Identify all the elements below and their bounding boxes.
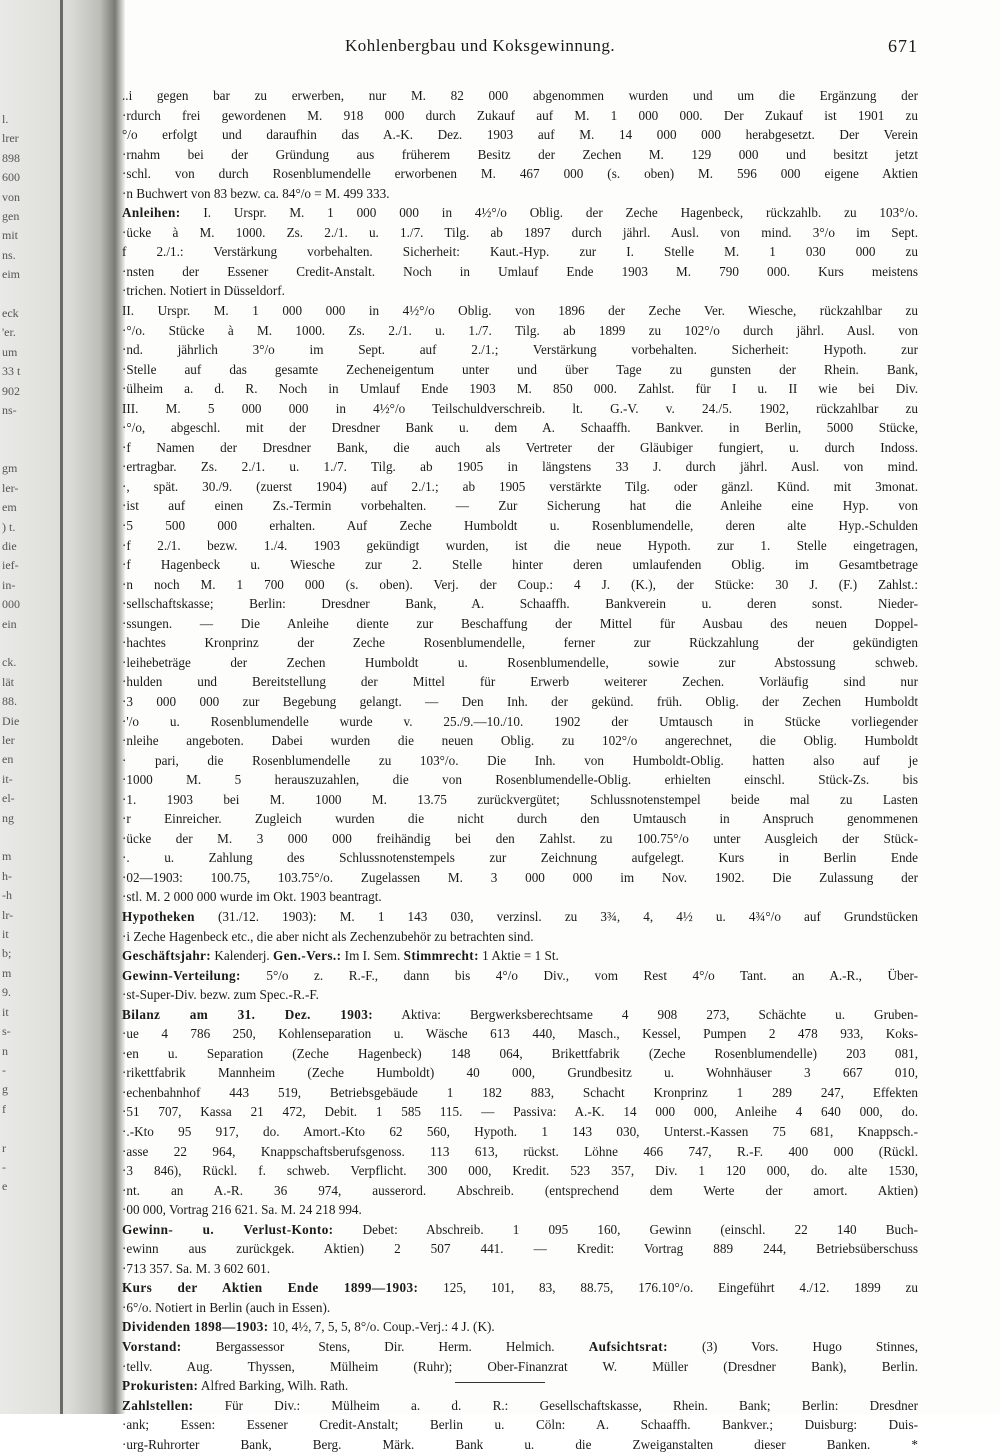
line-text: ·00 000, Vortrag 216 621. Sa. M. 24 218 994.: [122, 1202, 362, 1218]
line-text: ·02—1903: 100.75, 103.75°/o. Zugelassen M. 3 000 000 im Nov. 1902. Die Zulassung der: [122, 869, 918, 885]
line-text: ·schl. von durch Rosenblumendelle erworbenen M. 467 000 (s. oben) M. 596 000 eigene Aktien: [122, 166, 918, 182]
line-text: ·.-Kto 95 917, do. Amort.-Kto 62 560, Hypoth. 1 143 030, Unterst.-Kassen 75 681, Knappsch.-: [122, 1123, 918, 1139]
text-line: [122, 1200, 918, 1220]
bleed-fragment: ns-: [2, 403, 17, 418]
bleed-fragment: Die: [2, 713, 20, 728]
line-text: ·echenbahnhof 443 519, Betriebsgebäude 1 182 883, Schacht Kronprinz 1 289 247, Effekten: [122, 1084, 918, 1100]
line-text: Bergassessor Stens, Dir. Herm. Helmich.: [181, 1339, 589, 1354]
bleed-fragment: s-: [2, 1024, 11, 1039]
line-text: II. Urspr. M. 1 000 000 in 4½°/o Oblig. von 1896 der Zeche Ver. Wiesche, rückzahlbar zu: [122, 303, 918, 319]
bleed-fragment: eck: [2, 306, 19, 321]
bleed-fragment: 33 t: [2, 364, 21, 379]
bleed-fragment: 902: [2, 383, 20, 398]
bleed-fragment: lrer: [2, 131, 19, 146]
line-text: °/o erfolgt und daraufhin das A.-K. Dez. 1903 auf M. 14 000 000 herabgesetzt. Der Verein: [122, 127, 918, 143]
line-text: ·n noch M. 1 700 000 (s. oben). Verj. der Coup.: 4 J. (K.), der Stücke: 30 J. (F.) Zahlst.:: [122, 576, 918, 592]
text-line: [122, 340, 918, 360]
line-text: ·rikettfabrik Mannheim (Zeche Humboldt) 40 000, Grundbesitz u. Wohnhäuser 3 667 010,: [122, 1065, 918, 1081]
line-text: ·en u. Separation (Zeche Hagenbeck) 148 064, Brikettfabrik (Zeche Rosenblumendelle) 203 081,: [122, 1045, 918, 1061]
line-text: Alfred Barking, Wilh. Rath.: [198, 1378, 349, 1394]
line-text: ·n Buchwert von 83 bezw. ca. 84°/o = M. 499 333.: [122, 185, 390, 201]
line-text: ·sellschaftskasse; Berlin: Dresdner Bank, A. Schaaffh. Bankverein u. deren sonst. Nieder-: [122, 596, 918, 612]
line-text: ·°/o. Stücke à M. 1000. Zs. 2./1. u. 1./7. Tilg. ab 1899 zu 102°/o durch jährl. Ausl. von: [122, 322, 918, 338]
line-text: 125, 101, 83, 88.75, 176.10°/o. Eingeführt 4./12. 1899 zu: [418, 1280, 918, 1296]
line-text: ·1000 M. 5 herauszuzahlen, die von Rosenblumendelle-Oblig. erhielten einschl. Stück-Zs. bis: [122, 772, 918, 788]
bleed-fragment: f: [2, 1101, 6, 1116]
bleed-fragment: in-: [2, 577, 16, 592]
section-heading: Vorstand:: [122, 1339, 182, 1354]
text-line: [122, 145, 918, 165]
text-line: [122, 496, 918, 516]
text-line: [122, 692, 918, 712]
bleed-fragment: 88.: [2, 694, 17, 709]
section-heading: Prokuristen:: [122, 1378, 199, 1394]
line-text: ·tellv. Aug. Thyssen, Mülheim (Ruhr); Ober-Finanzrat W. Müller (Dresdner Bank), Berlin.: [122, 1358, 918, 1374]
text-line: [122, 1298, 918, 1318]
line-text: ·f Namen der Dresdner Bank, die auch als Vertreter der Gläubiger fungiert, u. durch Indoss.: [122, 439, 918, 455]
bleed-fragment: [2, 634, 42, 653]
section-heading: Bilanz am 31. Dez. 1903:: [122, 1006, 374, 1022]
bleed-fragment: [2, 421, 42, 440]
line-text: ·, spät. 30./9. (zuerst 1904) auf 2./1.; ab 1905 verstärkte Tilg. oder gänzl. Künd. mit 3monat.: [122, 478, 918, 494]
text-line: [122, 1317, 918, 1337]
text-line: [122, 1376, 918, 1396]
bleed-fragment: g: [2, 1082, 8, 1097]
text-line: [122, 868, 918, 888]
section-heading: Gewinn-Verteilung:: [122, 967, 241, 983]
bleed-fragment: mit: [2, 228, 19, 243]
text-line: [122, 516, 918, 536]
text-line: [122, 125, 918, 145]
line-text: ·leihebeträge der Zechen Humboldt u. Rosenblumendelle, sowie zur Abstossung schweb.: [122, 654, 918, 670]
line-text: ·nd. jährlich 3°/o im Sept. auf 2./1.; Verstärkung vorbehalten. Sicherheit: Hypoth. zur: [122, 342, 918, 358]
bleed-fragment: it: [2, 927, 9, 942]
line-text: Kalenderj.: [211, 948, 273, 964]
line-text: ·ülheim a. d. R. Noch in Umlauf Ende 1903 M. 850 000. Zahlst. für I u. II wie bei Div.: [122, 381, 918, 397]
bleed-fragment: [2, 1119, 42, 1138]
bleed-fragment: ler-: [2, 480, 19, 495]
bleed-fragment: b;: [2, 946, 12, 961]
text-line: [122, 1102, 918, 1122]
page-header: [130, 36, 918, 64]
bleed-fragment: 9.: [2, 985, 11, 1000]
line-text: ·°/o, abgeschl. mit der Dresdner Bank u. dem A. Schaaffh. Bankver. in Berlin, 5000 Stücke,: [122, 420, 918, 436]
bleed-fragment: -: [2, 1159, 6, 1174]
section-heading: Dividenden 1898—1903:: [122, 1319, 269, 1335]
line-text: ·f 2./1. bezw. 1./4. 1903 gekündigt wurden, ist die neue Hypoth. zur 1. Stelle eingetragen,: [122, 537, 918, 553]
bleed-fragment: el-: [2, 791, 15, 806]
line-text: ·f Hagenbeck u. Wiesche zur 2. Stelle hinter deren umlaufenden Oblig. im Gesamtbetrage: [122, 557, 918, 573]
line-text: ·1. 1903 bei M. 1000 M. 13.75 zurückvergütet; Schlussnotenstempel beide mal zu Lasten: [122, 791, 918, 807]
section-heading: Kurs der Aktien Ende 1899—1903:: [122, 1280, 419, 1296]
text-line: [122, 672, 918, 692]
text-line: [122, 770, 918, 790]
bleed-fragment: [2, 828, 42, 847]
page-number: 671: [888, 36, 918, 56]
text-line: [122, 399, 918, 419]
line-text: Debet: Abschreib. 1 095 160, Gewinn (einschl. 22 140 Buch-: [333, 1221, 918, 1237]
text-line: [122, 751, 918, 771]
text-line: [122, 1161, 918, 1181]
bleed-fragment: ler: [2, 733, 15, 747]
line-text: ·rdurch frei gewordenen M. 918 000 durch Zukauf auf M. 1 000 000. Der Zukauf ist 1901 zu: [122, 107, 918, 123]
section-heading: Anleihen:: [122, 205, 181, 221]
bleed-fragment: [2, 440, 42, 459]
running-head: Kohlenbergbau und Koksgewinnung.: [345, 36, 616, 55]
line-text: (31./12. 1903): M. 1 143 030, verzinsl. zu 3¾, 4, 4½ u. 4¾°/o auf Grundstücken: [194, 908, 918, 924]
line-text: 5°/o z. R.-F., dann bis 4°/o Div., vom Rest 4°/o Tant. an A.-R., Über-: [240, 967, 918, 983]
bleed-fragment: ck.: [2, 655, 17, 670]
text-line: [122, 184, 918, 204]
line-text: ·3 846), Rückl. f. schweb. Verpflicht. 300 000, Kredit. 523 357, Div. 1 120 000, do. alte 1530,: [122, 1163, 918, 1179]
bleed-fragment: ein: [2, 616, 17, 631]
text-line: [122, 457, 918, 477]
text-line: [122, 555, 918, 575]
bleed-fragment: eim: [2, 267, 20, 282]
bleed-fragment: m: [2, 965, 12, 980]
bleed-fragment: lr-: [2, 907, 14, 922]
section-heading: Gen.-Vers.:: [273, 948, 342, 964]
bleed-fragment: l.: [2, 112, 9, 126]
line-text: ·stl. M. 2 000 000 wurde im Okt. 1903 beantragt.: [122, 889, 382, 905]
line-text: ·st-Super-Div. bezw. zum Spec.-R.-F.: [122, 987, 319, 1003]
bleed-fragment: h-: [2, 868, 12, 883]
text-line: [122, 1083, 918, 1103]
line-text: · pari, die Rosenblumendelle zu 103°/o. Die Inh. von Humboldt-Oblig. hatten also auf je: [122, 752, 918, 768]
bleed-fragment: r: [2, 1140, 6, 1155]
text-line: [122, 790, 918, 810]
line-text: ·ücke der M. 3 000 000 freihändig bei den Zahlst. zu 100.75°/o unter Ausgleich der Stück-: [122, 830, 918, 846]
text-line: [122, 321, 918, 341]
bleed-fragment: en: [2, 752, 14, 767]
text-line: [122, 966, 918, 986]
text-line: [122, 301, 918, 321]
left-margin-bleed-text: [2, 110, 42, 1197]
line-text: Für Div.: Mülheim a. d. R.: Gesellschaftskasse, Rhein. Bank; Berlin: Dresdner: [193, 1397, 918, 1413]
text-line: [122, 1024, 918, 1044]
line-text: ·5 500 000 erhalten. Auf Zeche Humboldt u. Rosenblumendelle, deren alte Hyp.-Schulden: [122, 518, 918, 534]
text-line: [122, 106, 918, 126]
text-line: [122, 1396, 918, 1416]
line-text: (3) Vors. Hugo Stinnes,: [667, 1339, 918, 1354]
bleed-fragment: 600: [2, 170, 20, 185]
text-line: [122, 1044, 918, 1064]
text-line: [122, 418, 918, 438]
line-text: ·trichen. Notiert in Düsseldorf.: [122, 283, 285, 299]
line-text: ·ewinn aus zurückgek. Aktien) 2 507 441. — Kredit: Vortrag 889 244, Betriebsüberschuss: [122, 1241, 918, 1257]
text-line: [122, 1122, 918, 1142]
text-line: [122, 262, 918, 282]
bleed-fragment: lät: [2, 674, 14, 689]
text-line: [122, 1337, 918, 1357]
text-line: [122, 985, 918, 1005]
line-text: ·asse 22 964, Knappschaftsberufsgenoss. 113 613, rückst. Löhne 466 747, R.-F. 400 000 (Rückl.: [122, 1143, 918, 1159]
bleed-fragment: e: [2, 1179, 8, 1194]
bleed-fragment: n: [2, 1043, 8, 1058]
text-line: [122, 1220, 918, 1240]
text-line: [122, 927, 918, 947]
bleed-fragment: it-: [2, 771, 13, 786]
text-line: [122, 887, 918, 907]
bleed-fragment: gm: [2, 461, 18, 476]
bleed-fragment: 'er.: [2, 325, 16, 340]
bleed-fragment: ng: [2, 810, 14, 825]
text-line: [122, 536, 918, 556]
line-text: Aktiva: Bergwerksberechtsame 4 908 273, Schächte u. Gruben-: [373, 1006, 918, 1022]
bleed-fragment: von: [2, 189, 20, 204]
section-heading: Zahlstellen:: [122, 1397, 194, 1413]
text-line: [122, 1142, 918, 1162]
text-line: [122, 86, 918, 106]
text-line: [122, 438, 918, 458]
text-line: [122, 223, 918, 243]
text-line: [122, 848, 918, 868]
bleed-fragment: ns.: [2, 247, 16, 262]
line-text: ·rnahm bei der Gründung aus früherem Besitz der Zechen M. 129 000 und besitzt jetzt: [122, 146, 918, 162]
line-text: 1 Aktie = 1 St.: [478, 948, 559, 964]
text-line: [122, 1435, 918, 1454]
footer-rule: [455, 1382, 545, 1383]
line-text: ·3 000 000 zur Begebung gelangt. — Den Inh. der gekünd. früh. Oblig. der Zechen Humboldt: [122, 693, 918, 709]
section-heading: Aufsichtsrat:: [588, 1339, 668, 1354]
text-line: [122, 1239, 918, 1259]
line-text: ·ssungen. — Die Anleihe diente zur Beschaffung der Mittel für Ausbau des neuen Doppel-: [122, 615, 918, 631]
line-text: 10, 4½, 7, 5, 5, 8°/o. Coup.-Verj.: 4 J. (K).: [268, 1319, 495, 1335]
text-line: [122, 360, 918, 380]
text-line: [122, 907, 918, 927]
bleed-fragment: [2, 285, 42, 304]
line-text: ·ertragbar. Zs. 2./1. u. 1./7. Tilg. ab 1905 in längstens 33 J. durch jährl. Ausl. von mind.: [122, 459, 918, 475]
text-line: [122, 1357, 918, 1377]
text-line: [122, 203, 918, 223]
text-line: [122, 829, 918, 849]
bleed-fragment: 000: [2, 597, 20, 612]
bleed-fragment: m: [2, 849, 12, 864]
line-text: ·r Einreicher. Zugleich wurden die nicht durch den Umtausch in Anspruch genommenen: [122, 811, 918, 827]
bleed-fragment: ) t.: [2, 519, 16, 534]
body-text: [122, 86, 918, 1454]
spine-fold-line: [60, 0, 63, 1414]
line-text: ·nsten der Essener Credit-Anstalt. Noch in Umlauf Ende 1903 M. 790 000. Kurs meistens: [122, 263, 918, 279]
bleed-fragment: gen: [2, 209, 20, 224]
line-text: ·ist auf einen Zs.-Termin vorbehalten. — Zur Sicherung hat die Anleihe eine Hyp. von: [122, 498, 918, 514]
line-text: ·Stelle auf das gesamte Zecheneigentum unter und über Tage zu gunsten der Rhein. Bank,: [122, 361, 918, 377]
bleed-fragment: ief-: [2, 558, 19, 573]
text-line: [122, 809, 918, 829]
line-text: III. M. 5 000 000 in 4½°/o Teilschuldverschreib. lt. G.-V. v. 24./5. 1902, rückzahlbar zu: [122, 400, 918, 416]
text-line: [122, 731, 918, 751]
line-text: ·ücke à M. 1000. Zs. 2./1. u. 1./7. Tilg. ab 1897 durch jährl. Ausl. von mind. 3°/o im Sept.: [122, 224, 918, 240]
line-text: ·hachtes Kronprinz der Zeche Rosenblumendelle, ferner zur Rückzahlung der gekündigten: [122, 635, 918, 651]
line-text: I. Urspr. M. 1 000 000 in 4½°/o Oblig. der Zeche Hagenbeck, rückzahlb. zu 103°/o.: [180, 205, 918, 221]
line-text: ·. u. Zahlung des Schlussnotenstempels zur Zeichnung aufgelegt. Kurs in Berlin Ende: [122, 850, 918, 866]
text-line: [122, 1278, 918, 1298]
text-line: [122, 242, 918, 262]
text-line: [122, 633, 918, 653]
line-text: ·'/o u. Rosenblumendelle wurde v. 25./9.—10./10. 1902 der Umtausch in Stücke vorliegender: [122, 713, 918, 729]
bleed-fragment: it: [2, 1004, 9, 1019]
line-text: Im I. Sem.: [341, 948, 404, 964]
bleed-fragment: -: [2, 1062, 6, 1077]
bleed-fragment: em: [2, 500, 17, 515]
bleed-fragment: 898: [2, 150, 20, 165]
text-line: [122, 1415, 918, 1435]
line-text: f 2./1.: Verstärkung vorbehalten. Sicherheit: Kaut.-Hyp. zur I. Stelle M. 1 030 000 zu: [122, 244, 918, 260]
line-text: ·713 357. Sa. M. 3 602 601.: [122, 1260, 270, 1276]
text-line: [122, 281, 918, 301]
section-heading: Stimmrecht:: [403, 948, 479, 964]
text-line: [122, 477, 918, 497]
line-text: ·ue 4 786 250, Kohlenseparation u. Wäsche 613 440, Masch., Kessel, Pumpen 2 478 933, Koks-: [122, 1026, 918, 1042]
line-text: ·i Zeche Hagenbeck etc., die aber nicht als Zechenzubehör zu betrachten sind.: [122, 928, 534, 944]
text-line: [122, 712, 918, 732]
text-line: [122, 653, 918, 673]
section-heading: Gewinn- u. Verlust-Konto:: [122, 1221, 334, 1237]
line-text: ·hulden und Bereitstellung der Mittel für Erwerb weiterer Zechen. Vorläufig sind nur: [122, 674, 918, 690]
line-text: ·urg-Ruhrorter Bank, Berg. Märk. Bank u. die Zweiganstalten dieser Banken. *: [122, 1436, 918, 1452]
text-line: [122, 1005, 918, 1025]
text-line: [122, 379, 918, 399]
text-line: [122, 1181, 918, 1201]
text-line: [122, 1259, 918, 1279]
section-heading: Geschäftsjahr:: [122, 948, 212, 964]
line-text: ·6°/o. Notiert in Berlin (auch in Essen).: [122, 1299, 331, 1315]
text-line: [122, 614, 918, 634]
bleed-fragment: -h: [2, 888, 12, 903]
line-text: ·51 707, Kassa 21 472, Debit. 1 585 115. — Passiva: A.-K. 14 000 000, Anleihe 4 640 000, do.: [122, 1104, 918, 1120]
text-line: [122, 1063, 918, 1083]
line-text: ·nleihe angeboten. Dabei wurden die neuen Oblig. zu 102°/o angerechnet, die Oblig. Humboldt: [122, 733, 918, 749]
text-line: [122, 946, 918, 966]
bleed-fragment: um: [2, 344, 18, 359]
section-heading: Hypotheken: [122, 908, 195, 924]
text-line: [122, 164, 918, 184]
line-text: ·nt. an A.-R. 36 974, ausserord. Abschreib. (entsprechend dem Werte der amort. Aktien): [122, 1182, 918, 1198]
line-text: ·ank; Essen: Essener Credit-Anstalt; Berlin u. Cöln: A. Schaaffh. Bankver.; Duisburg: Duis-: [122, 1417, 918, 1433]
bleed-fragment: die: [2, 538, 17, 553]
text-line: [122, 575, 918, 595]
line-text: ..i gegen bar zu erwerben, nur M. 82 000 abgenommen wurden und um die Ergänzung der: [122, 88, 918, 103]
text-line: [122, 594, 918, 614]
